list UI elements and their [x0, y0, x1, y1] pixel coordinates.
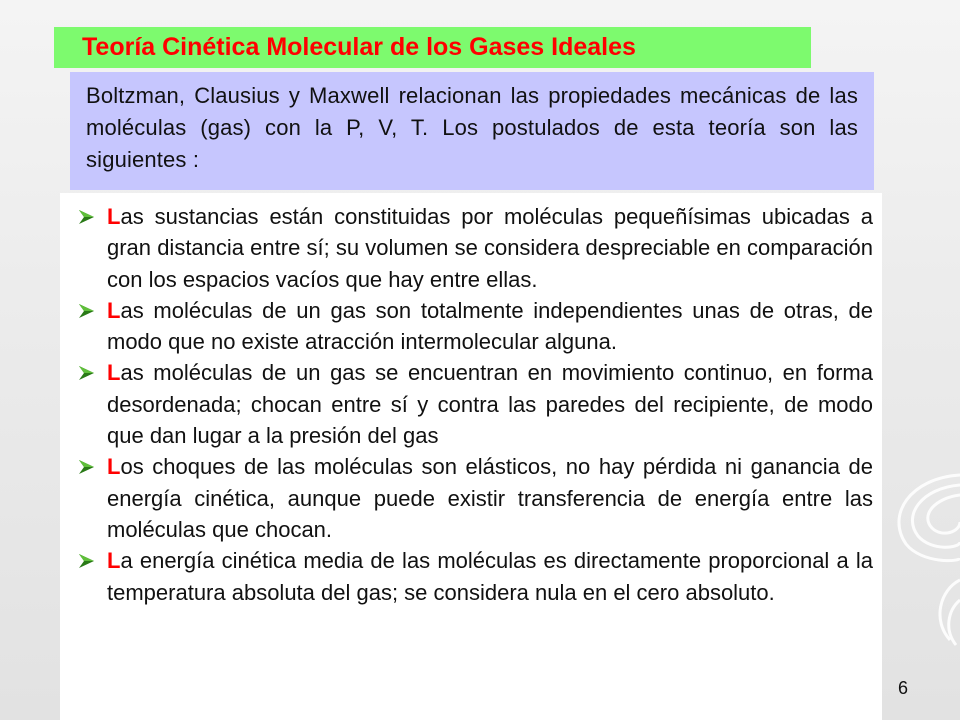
postulates-list	[60, 193, 882, 720]
list-item	[78, 357, 873, 451]
slide-title: Teoría Cinética Molecular de los Gases Ideales	[82, 33, 636, 61]
postulate-text: as moléculas de un gas son totalmente independientes unas de otras, de modo que no existe atracción intermolecular alguna.	[107, 297, 873, 355]
arrowhead-bullet-icon	[78, 545, 107, 577]
lead-letter: L	[107, 548, 121, 574]
title-bar	[54, 27, 811, 68]
arrowhead-bullet-icon	[78, 451, 107, 483]
postulate-text: os choques de las moléculas son elásticos, no hay pérdida ni ganancia de energía cinética, aunque puede existir transferencia de energía entre las moléculas que chocan.	[107, 454, 873, 542]
page-number: 6	[897, 678, 908, 698]
arrowhead-bullet-icon	[78, 295, 107, 327]
arrowhead-bullet-icon	[78, 357, 107, 389]
lead-letter: L	[107, 204, 121, 229]
arrowhead-bullet-icon	[78, 201, 107, 233]
lead-letter: L	[107, 360, 121, 386]
intro-paragraph: Boltzman, Clausius y Maxwell relacionan las propiedades mecánicas de las moléculas (gas) con la P, V, T. Los postulados de esta teoría son las siguientes :	[86, 83, 858, 172]
list-item	[78, 545, 873, 608]
postulate-text: a energía cinética media de las moléculas es directamente proporcional a la temperatura absoluta del gas; se considera nula en el cero absoluto.	[107, 548, 873, 605]
list-item	[78, 201, 873, 295]
list-item	[78, 295, 873, 358]
lead-letter: L	[107, 454, 121, 480]
list-item	[78, 451, 873, 545]
postulate-text: as sustancias están constituidas por moléculas pequeñísimas ubicadas a gran distancia entre sí; su volumen se considera despreciable en comparación con los espacios vacíos que hay entre ellas.	[107, 204, 873, 292]
lead-letter: L	[107, 297, 121, 323]
postulate-text: as moléculas de un gas se encuentran en movimiento continuo, en forma desordenada; chocan entre sí y contra las paredes del recipiente, de modo que dan lugar a la presión del gas	[107, 360, 873, 449]
intro-box	[70, 72, 874, 190]
